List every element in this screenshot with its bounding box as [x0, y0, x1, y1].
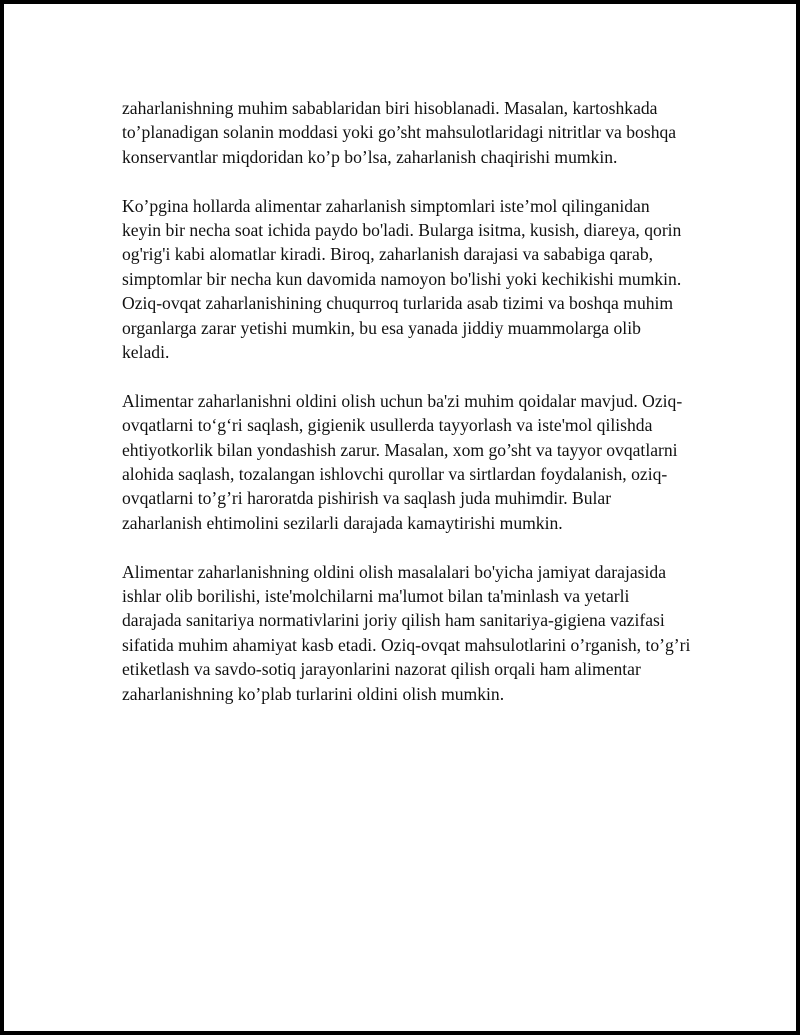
document-body	[122, 96, 692, 731]
paragraph-4: Alimentar zaharlanishning oldini olish masalalari bo'yicha jamiyat darajasida ishlar olib borilishi, iste'molchilarni ma'lumot bilan ta'minlash va yetarli darajada sanitariya normativlarini joriy qilish ham sanitariya-gigiena vazifasi sifatida muhim ahamiyat kasb etadi. Oziq-ovqat mahsulotlarini o’rganish, to’g’ri etiketlash va savdo-sotiq jarayonlarini nazorat qilish orqali ham alimentar zaharlanishning ko’plab turlarini oldini olish mumkin.	[122, 561, 691, 704]
paragraph-3: Alimentar zaharlanishni oldini olish uchun ba'zi muhim qoidalar mavjud. Oziq-ovqatlarni to‘g‘ri saqlash, gigienik usullerda tayyorlash va iste'mol qilishda ehtiyotkorlik bilan yondashish zarur. Masalan, xom go’sht va tayyor ovqatlarni alohida saqlash, tozalangan ishlovchi qurollar va sirtlardan foydalanish, oziq-ovqatlarni to’g’ri haroratda pishirish va saqlash juda muhimdir. Bular zaharlanish ehtimolini sezilarli darajada kamaytirishi mumkin.	[122, 390, 683, 533]
paragraph-1: zaharlanishning muhim sabablaridan biri hisoblanadi. Masalan, kartoshkada to’planadigan solanin moddasi yoki go’sht mahsulotlaridagi nitritlar va boshqa konservantlar miqdoridan ko’p bo’lsa, zaharlanish chaqirishi mumkin.	[122, 98, 677, 167]
paragraph-2: Ko’pgina hollarda alimentar zaharlanish simptomlari iste’mol qilinganidan keyin bir necha soat ichida paydo bo'ladi. Bularga isitma, kusish, diareya, qorin og'rig'i kabi alomatlar kiradi. Biroq, zaharlanish darajasi va sababiga qarab, simptomlar bir necha kun davomida namoyon bo'lishi yoki kechikishi mumkin. Oziq-ovqat zaharlanishining chuqurroq turlarida asab tizimi va boshqa muhim organlarga zarar yetishi mumkin, bu esa yanada jiddiy muammolarga olib keladi.	[122, 195, 682, 363]
